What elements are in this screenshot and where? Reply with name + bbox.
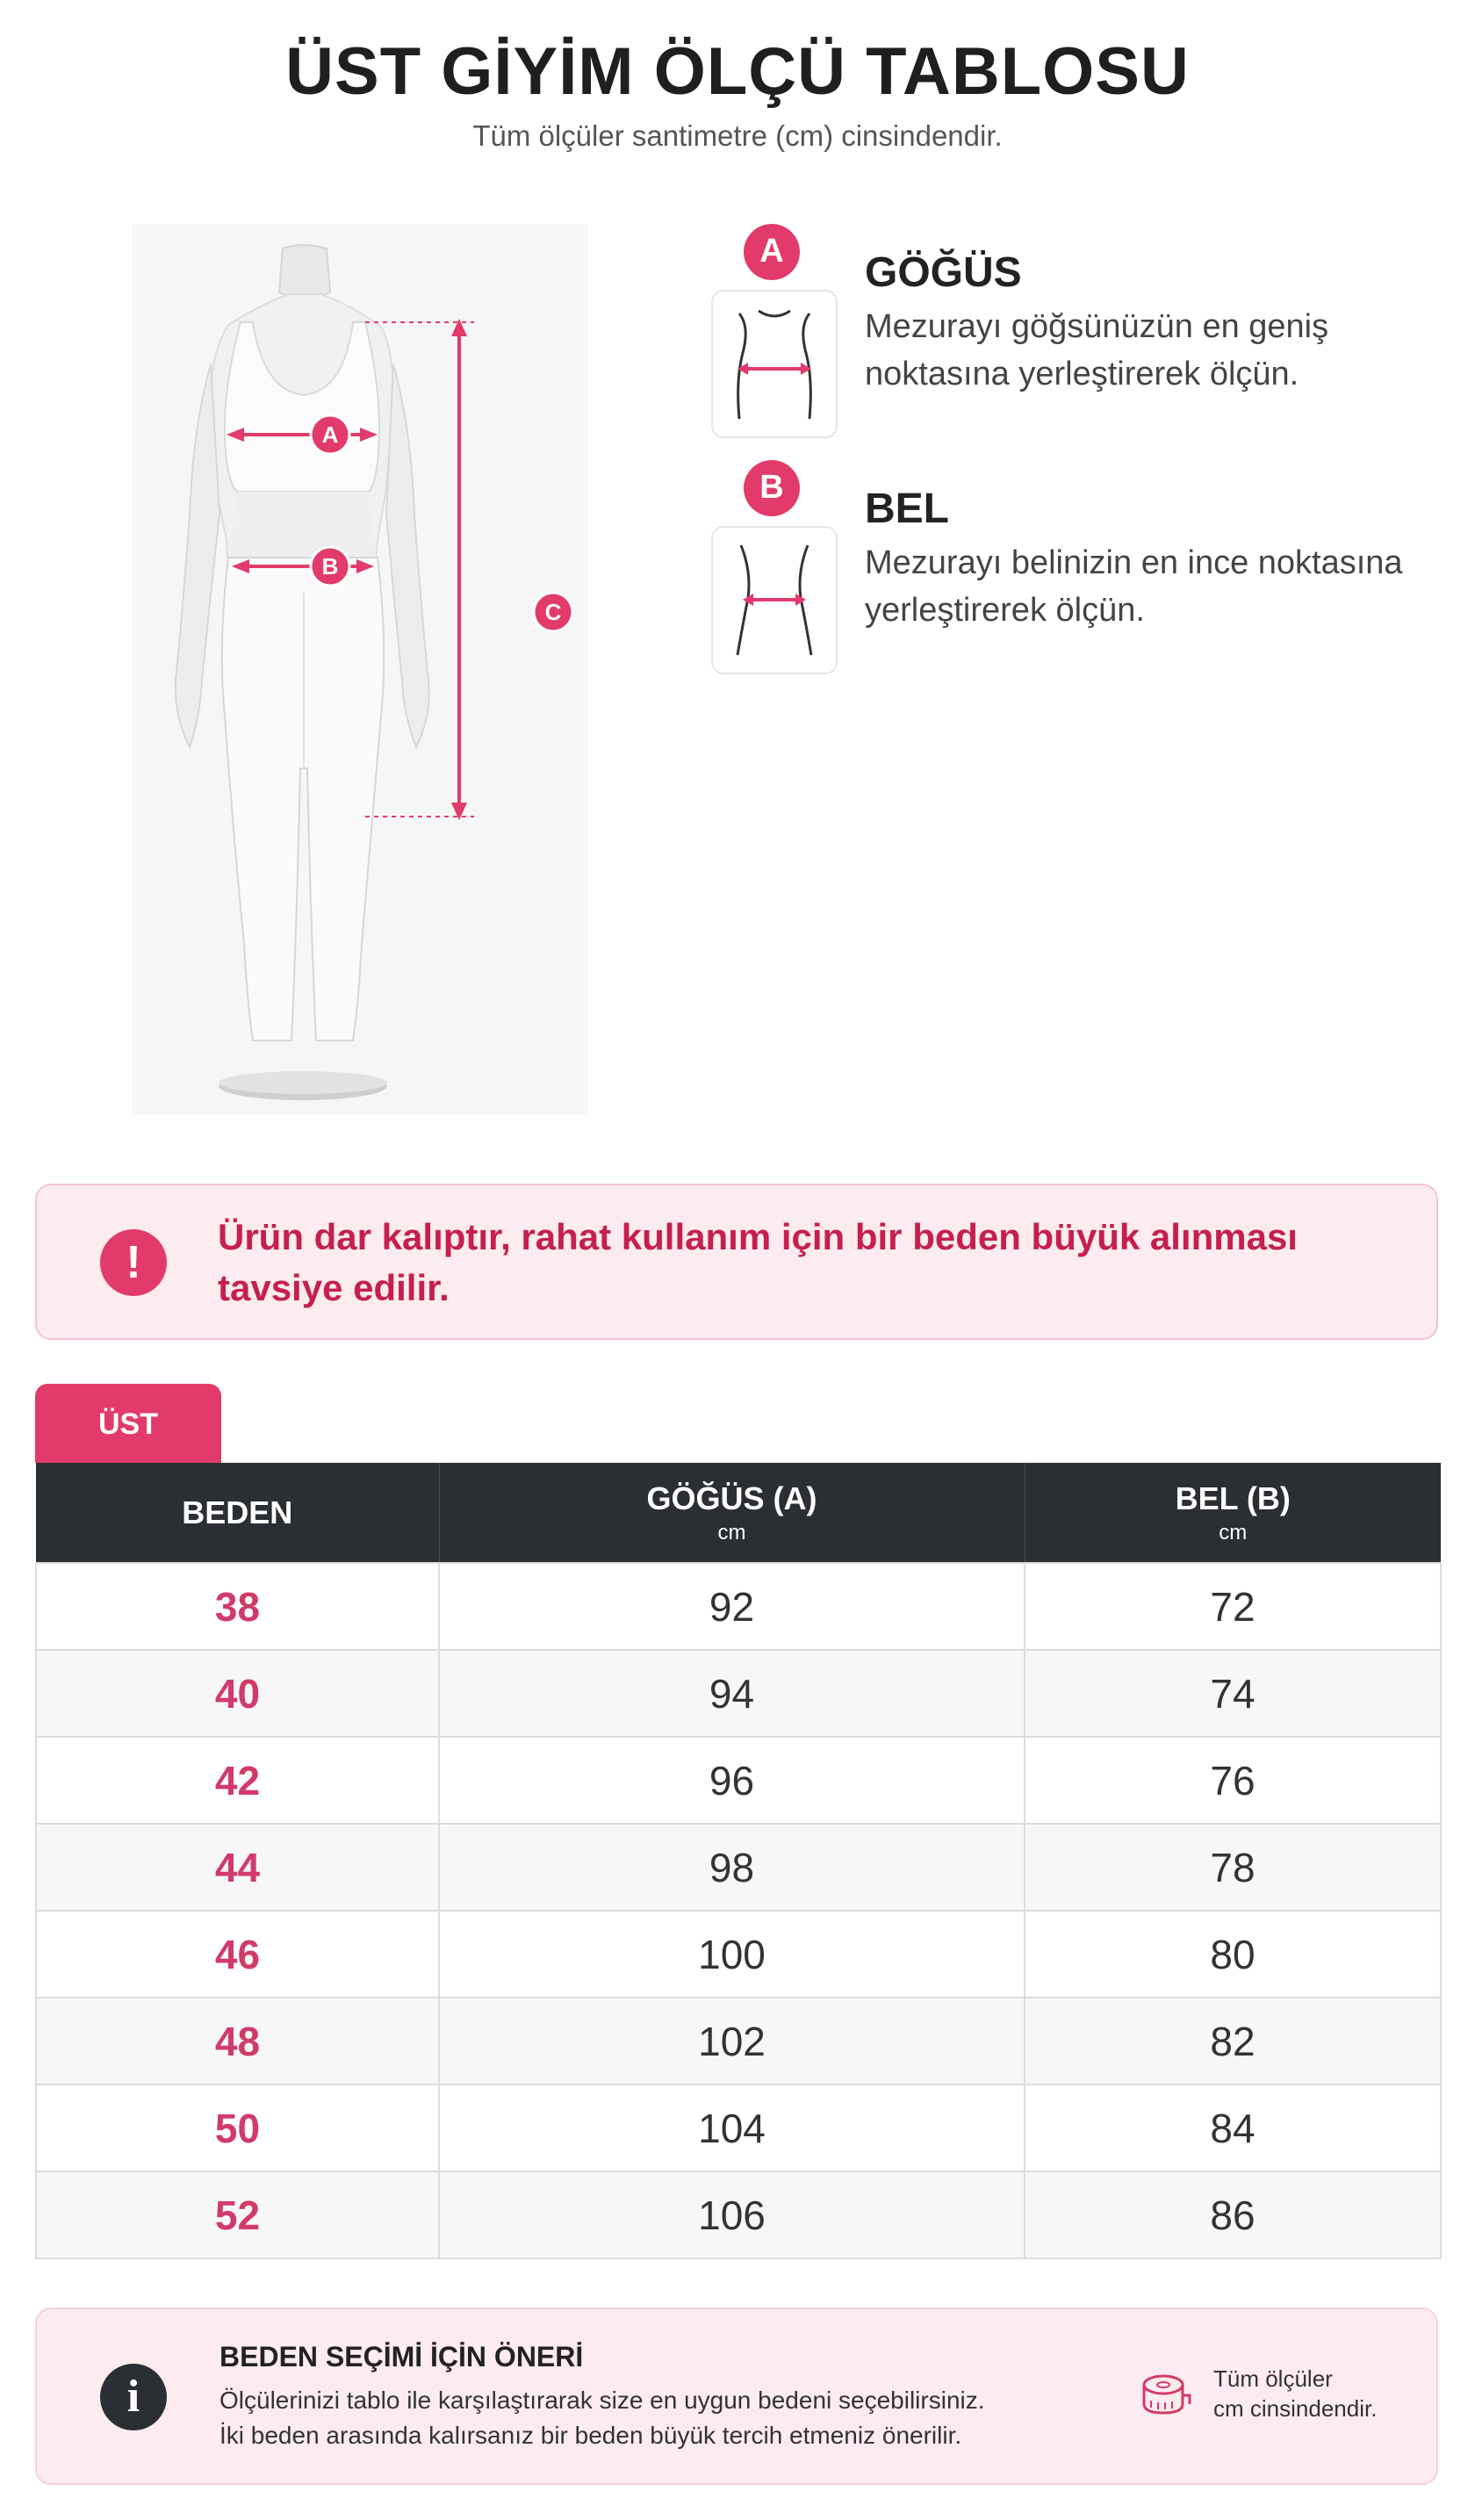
size-cell: 40 — [36, 1650, 439, 1737]
svg-text:C: C — [544, 599, 562, 625]
tip-note — [1213, 2364, 1424, 2423]
waist-cell: 72 — [1025, 1563, 1441, 1650]
size-cell: 38 — [36, 1563, 439, 1650]
header-chest: GÖĞÜS (A) cm — [439, 1463, 1025, 1563]
guide-chest-title: GÖĞÜS — [865, 249, 1022, 296]
exclamation-icon: ! — [100, 1229, 167, 1296]
guide-chest-description: Mezurayı göğsünüzün en geniş noktasına yerleştirerek ölçün. — [865, 308, 1329, 392]
chest-cell: 98 — [439, 1824, 1025, 1911]
waist-cell: 78 — [1025, 1824, 1441, 1911]
badge-a: A — [744, 224, 800, 280]
svg-text:B: B — [321, 553, 339, 580]
table-row — [36, 1563, 1441, 1650]
tip-note-line-1: Tüm ölçüler — [1213, 2365, 1333, 2392]
tip-line-1: Ölçülerinizi tablo ile karşılaştırarak size en uygun bedeni seçebilirsiniz. — [219, 2387, 985, 2414]
size-cell: 50 — [36, 2084, 439, 2171]
badge-b: B — [744, 460, 800, 516]
table-row — [36, 1650, 1441, 1737]
waist-cell: 84 — [1025, 2084, 1441, 2171]
tip-title: BEDEN SEÇİMİ İÇİN ÖNERİ — [219, 2341, 584, 2372]
chest-cell: 104 — [439, 2084, 1025, 2171]
chest-cell: 100 — [439, 1911, 1025, 1998]
waist-cell: 80 — [1025, 1911, 1441, 1998]
waist-cell: 76 — [1025, 1737, 1441, 1824]
fit-warning-text: Ürün dar kalıptır, rahat kullanım için bir beden büyük alınması tavsiye edilir. — [218, 1216, 1298, 1308]
chest-cell: 96 — [439, 1737, 1025, 1824]
size-cell: 44 — [36, 1824, 439, 1911]
mannequin-figure — [132, 224, 588, 1115]
table-row — [36, 1737, 1441, 1824]
chest-cell: 92 — [439, 1563, 1025, 1650]
svg-text:A: A — [321, 421, 339, 448]
chest-cell: 102 — [439, 1998, 1025, 2084]
table-row — [36, 1824, 1441, 1911]
tip-line-2: İki beden arasında kalırsanız bir beden büyük tercih etmeniz önerilir. — [219, 2422, 962, 2449]
chest-cell: 94 — [439, 1650, 1025, 1737]
size-table — [35, 1463, 1442, 2259]
size-tip-box — [35, 2308, 1438, 2485]
info-icon: i — [100, 2364, 167, 2430]
tip-note-line-2: cm cinsindendir. — [1213, 2395, 1378, 2422]
waist-cell: 74 — [1025, 1650, 1441, 1737]
measuring-tape-icon — [1139, 2369, 1191, 2422]
page-title: ÜST GİYİM ÖLÇÜ TABLOSU — [285, 34, 1190, 109]
guide-waist-title: BEL — [865, 486, 949, 532]
table-row — [36, 2171, 1441, 2258]
size-cell: 42 — [36, 1737, 439, 1824]
guide-waist-description: Mezurayı belinizin en ince noktasına yerleştirerek ölçün. — [865, 544, 1403, 629]
table-row — [36, 1998, 1441, 2084]
table-row — [36, 2084, 1441, 2171]
label-b — [311, 547, 349, 586]
tab-ust[interactable]: ÜST — [35, 1384, 221, 1463]
size-cell: 52 — [36, 2171, 439, 2258]
header-size: BEDEN — [36, 1463, 439, 1563]
fit-warning — [35, 1184, 1438, 1340]
table-header-row — [36, 1463, 1441, 1563]
chest-cell: 106 — [439, 2171, 1025, 2258]
table-row — [36, 1911, 1441, 1998]
header-waist: BEL (B) cm — [1025, 1463, 1441, 1563]
size-cell: 48 — [36, 1998, 439, 2084]
page-subtitle: Tüm ölçüler santimetre (cm) cinsindendir. — [472, 119, 1003, 152]
label-c — [534, 593, 572, 631]
size-cell: 46 — [36, 1911, 439, 1998]
waist-cell: 82 — [1025, 1998, 1441, 2084]
waist-measure-icon — [711, 526, 838, 674]
chest-measure-icon — [711, 290, 838, 438]
waist-cell: 86 — [1025, 2171, 1441, 2258]
label-a — [311, 415, 349, 454]
